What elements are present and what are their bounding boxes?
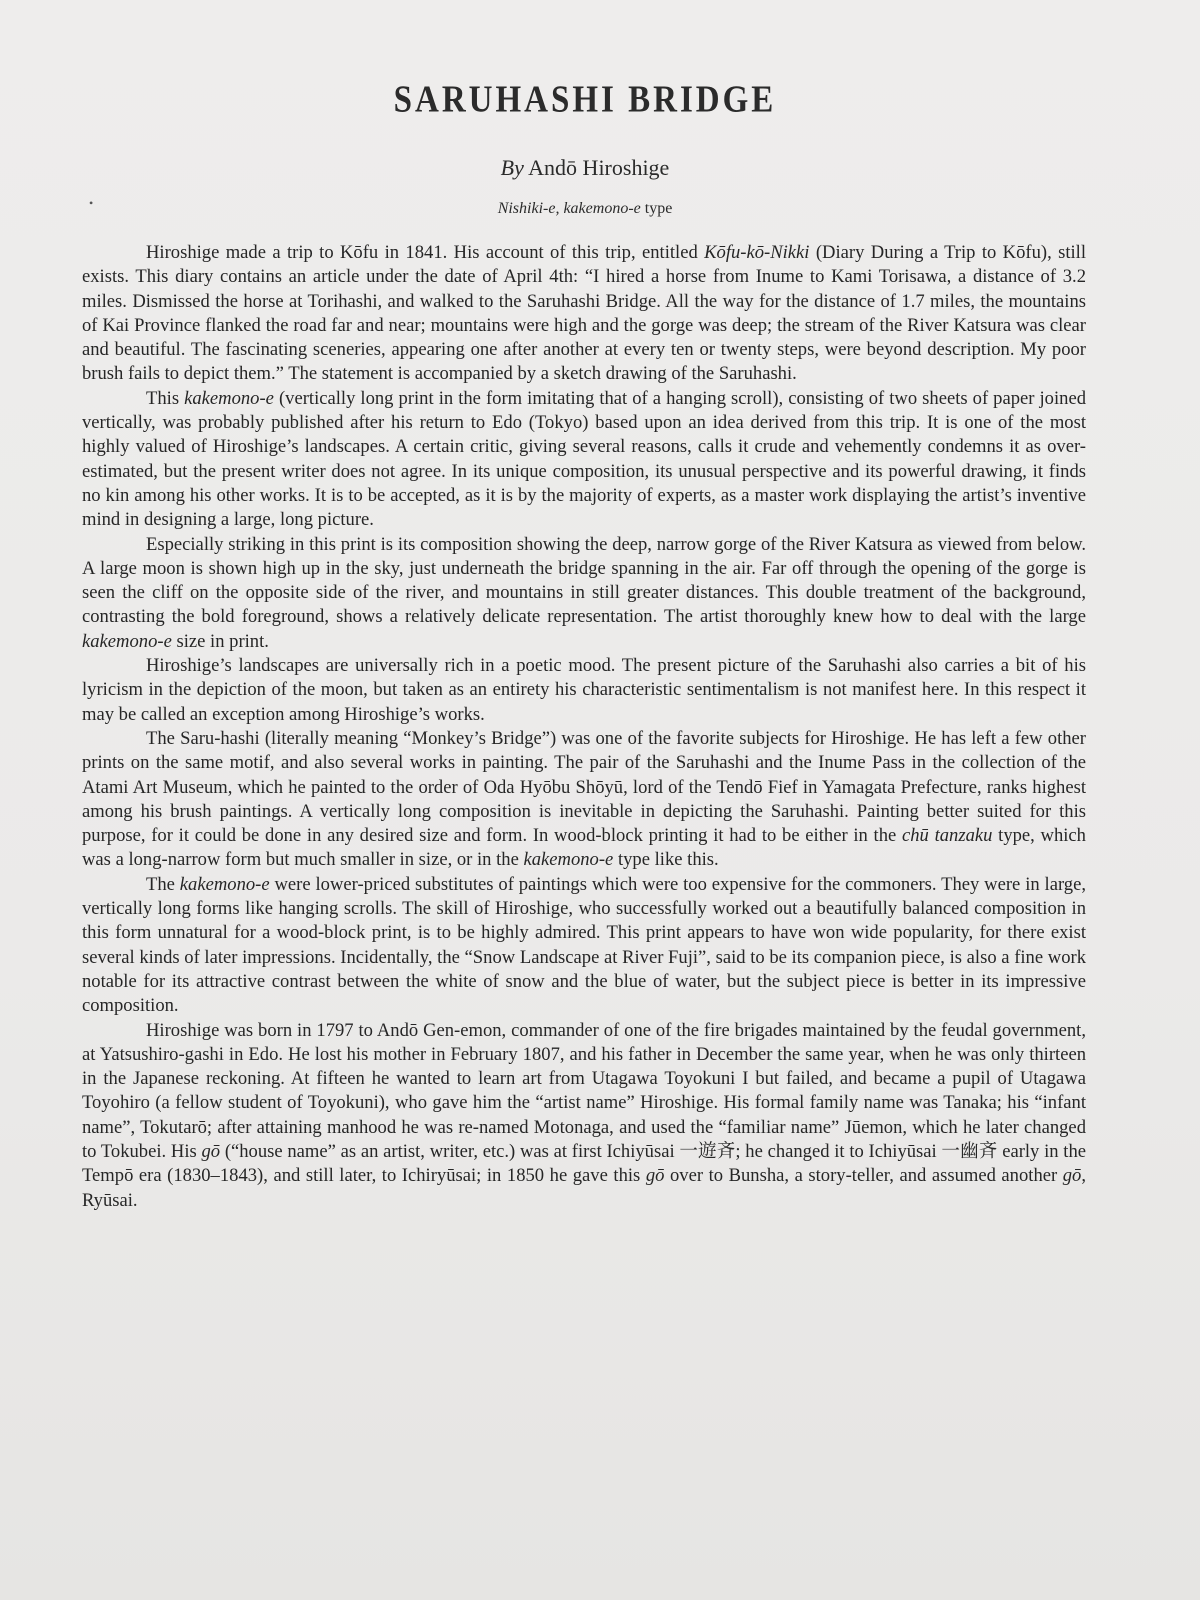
byline-by: By	[500, 155, 524, 180]
print-type-plain: type	[644, 200, 673, 217]
article-body	[82, 241, 1086, 1213]
paragraph-text: type, which was a long-narrow form but much smaller in size, or in the	[82, 825, 1086, 871]
print-type-subtitle	[0, 200, 1170, 218]
paragraph-text: over to Bunsha, a story-teller, and assumed another	[664, 1165, 1063, 1187]
article-paragraph	[82, 533, 1086, 654]
paragraph-text: (“house name” as an artist, writer, etc.) was at first Ichiyūsai 一遊斉; he changed it to Ichiyūsai 一幽斉 early in the Tempō era (1830–1843), and still later, to Ichiryūsai; in 1850 he gave this	[82, 1140, 1087, 1187]
article-paragraph	[82, 1019, 1086, 1213]
italic-term: kakemono-e	[523, 849, 614, 871]
paragraph-text: Especially striking in this print is its composition showing the deep, narrow gorge of the River Katsura as viewed from below. A large moon is shown high up in the sky, just underneath the bridge spanning in the air. Far off through the opening of the gorge is seen the cliff on the opposite side of the river, and mountains in still greater distances. This double treatment of the background, contrasting the bold foreground, shows a relatively delicate representation. The artist thoroughly knew how to deal with the large	[82, 533, 1086, 628]
article-paragraph	[82, 654, 1086, 727]
italic-term: kakemono-e	[82, 630, 172, 652]
paragraph-text: This	[146, 387, 185, 409]
italic-term: Kōfu-kō-Nikki	[704, 242, 810, 263]
byline	[0, 155, 1170, 181]
byline-author: Andō Hiroshige	[528, 155, 670, 180]
italic-term: gō	[1062, 1165, 1082, 1187]
paragraph-text: type like this.	[613, 849, 719, 871]
article-paragraph	[82, 241, 1086, 387]
paragraph-text: , Ryūsai.	[82, 1165, 1086, 1211]
paragraph-text: size in print.	[171, 630, 269, 652]
paragraph-text: were lower-priced substitutes of paintings which were too expensive for the commoners. They were in large, vertically long forms like hanging scrolls. The skill of Hiroshige, who successfully worked out a beautifully balanced composition in this form unnatural for a wood-block print, is to be highly admired. This print appears to have won wide popularity, for there exist several kinds of later impressions. Incidentally, the “Snow Landscape at River Fuji”, said to be its companion piece, is also a fine work notable for its attractive contrast between the white of snow and the blue of water, but the subject piece is better in its impressive composition.	[82, 873, 1087, 1017]
paragraph-text: Hiroshige’s landscapes are universally rich in a poetic mood. The present picture of the Saruhashi also carries a bit of his lyricism in the depiction of the moon, but taken as an entirety his characteristic sentimentalism is not manifest here. In this respect it may be called an exception among Hiroshige’s works.	[82, 655, 1086, 725]
paragraph-text: Hiroshige made a trip to Kōfu in 1841. His account of this trip, entitled	[146, 242, 705, 263]
italic-term: gō	[645, 1165, 665, 1187]
article-paragraph	[82, 727, 1086, 873]
paragraph-text: The	[146, 873, 180, 895]
article-paragraph	[82, 873, 1086, 1019]
print-type-italic: Nishiki-e, kakemono-e	[497, 200, 641, 217]
paragraph-text: Hiroshige was born in 1797 to Andō Gen-emon, commander of one of the fire brigades maintained by the feudal government, at Yatsushiro-gashi in Edo. He lost his mother in February 1807, and his father in December the same year, when he was only thirteen in the Japanese reckoning. At fifteen he wanted to learn art from Utagawa Toyokuni I but failed, and became a pupil of Utagawa Toyohiro (a fellow student of Toyokuni), who gave him the “artist name” Hiroshige. His formal family name was Tanaka; his “infant name”, Tokutarō; after attaining manhood he was re-named Motonaga, and used the “familiar name” Jūemon, which he later changed to Tokubei. His	[82, 1019, 1086, 1162]
article-paragraph	[82, 387, 1086, 533]
page-title: SARUHASHI BRIDGE	[393, 79, 777, 121]
italic-term: kakemono-e	[179, 873, 270, 895]
paragraph-text: The Saru-hashi (literally meaning “Monkey’s Bridge”) was one of the favorite subjects for Hiroshige. He has left a few other prints on the same motif, and also several works in painting. The pair of the Saruhashi and the Inume Pass in the collection of the Atami Art Museum, which he painted to the order of Oda Hyōbu Shōyū, lord of the Tendō Fief in Yamagata Prefecture, ranks highest among his brush paintings. A vertically long composition is inevitable in depicting the Saruhashi. Painting better suited for this purpose, for it could be done in any desired size and form. In wood-block printing it had to be either in the	[82, 727, 1086, 847]
paragraph-text: (vertically long print in the form imitating that of a hanging scroll), consisting of two sheets of paper joined vertically, was probably published after his return to Edo (Tokyo) based upon an idea derived from this trip. It is one of the most highly valued of Hiroshige’s landscapes. A certain critic, giving several reasons, calls it crude and vehemently condemns it as over-estimated, but the present writer does not agree. In its unique composition, its unusual perspective and its powerful drawing, it finds no kin among his other works. It is to be accepted, as it is by the majority of experts, as a master work displaying the artist’s inventive mind in designing a large, long picture.	[82, 387, 1086, 531]
italic-term: gō	[201, 1140, 221, 1162]
paragraph-text: (Diary During a Trip to Kōfu), still exists. This diary contains an article under the date of April 4th: “I hired a horse from Inume to Kami Torisawa, a distance of 3.2 miles. Dismissed the horse at Torihashi, and walked to the Saruhashi Bridge. All the way for the distance of 1.7 miles, the mountains of Kai Province flanked the road far and near; mountains were high and the gorge was deep; the stream of the River Katsura was clear and beautiful. The fascinating sceneries, appearing one after another at every ten or twenty steps, were beyond description. My poor brush fails to depict them.” The statement is accompanied by a sketch drawing of the Saruhashi.	[82, 242, 1087, 385]
italic-term: kakemono-e	[184, 387, 274, 409]
italic-term: chū tanzaku	[902, 825, 993, 847]
stray-mark: •	[89, 196, 94, 210]
